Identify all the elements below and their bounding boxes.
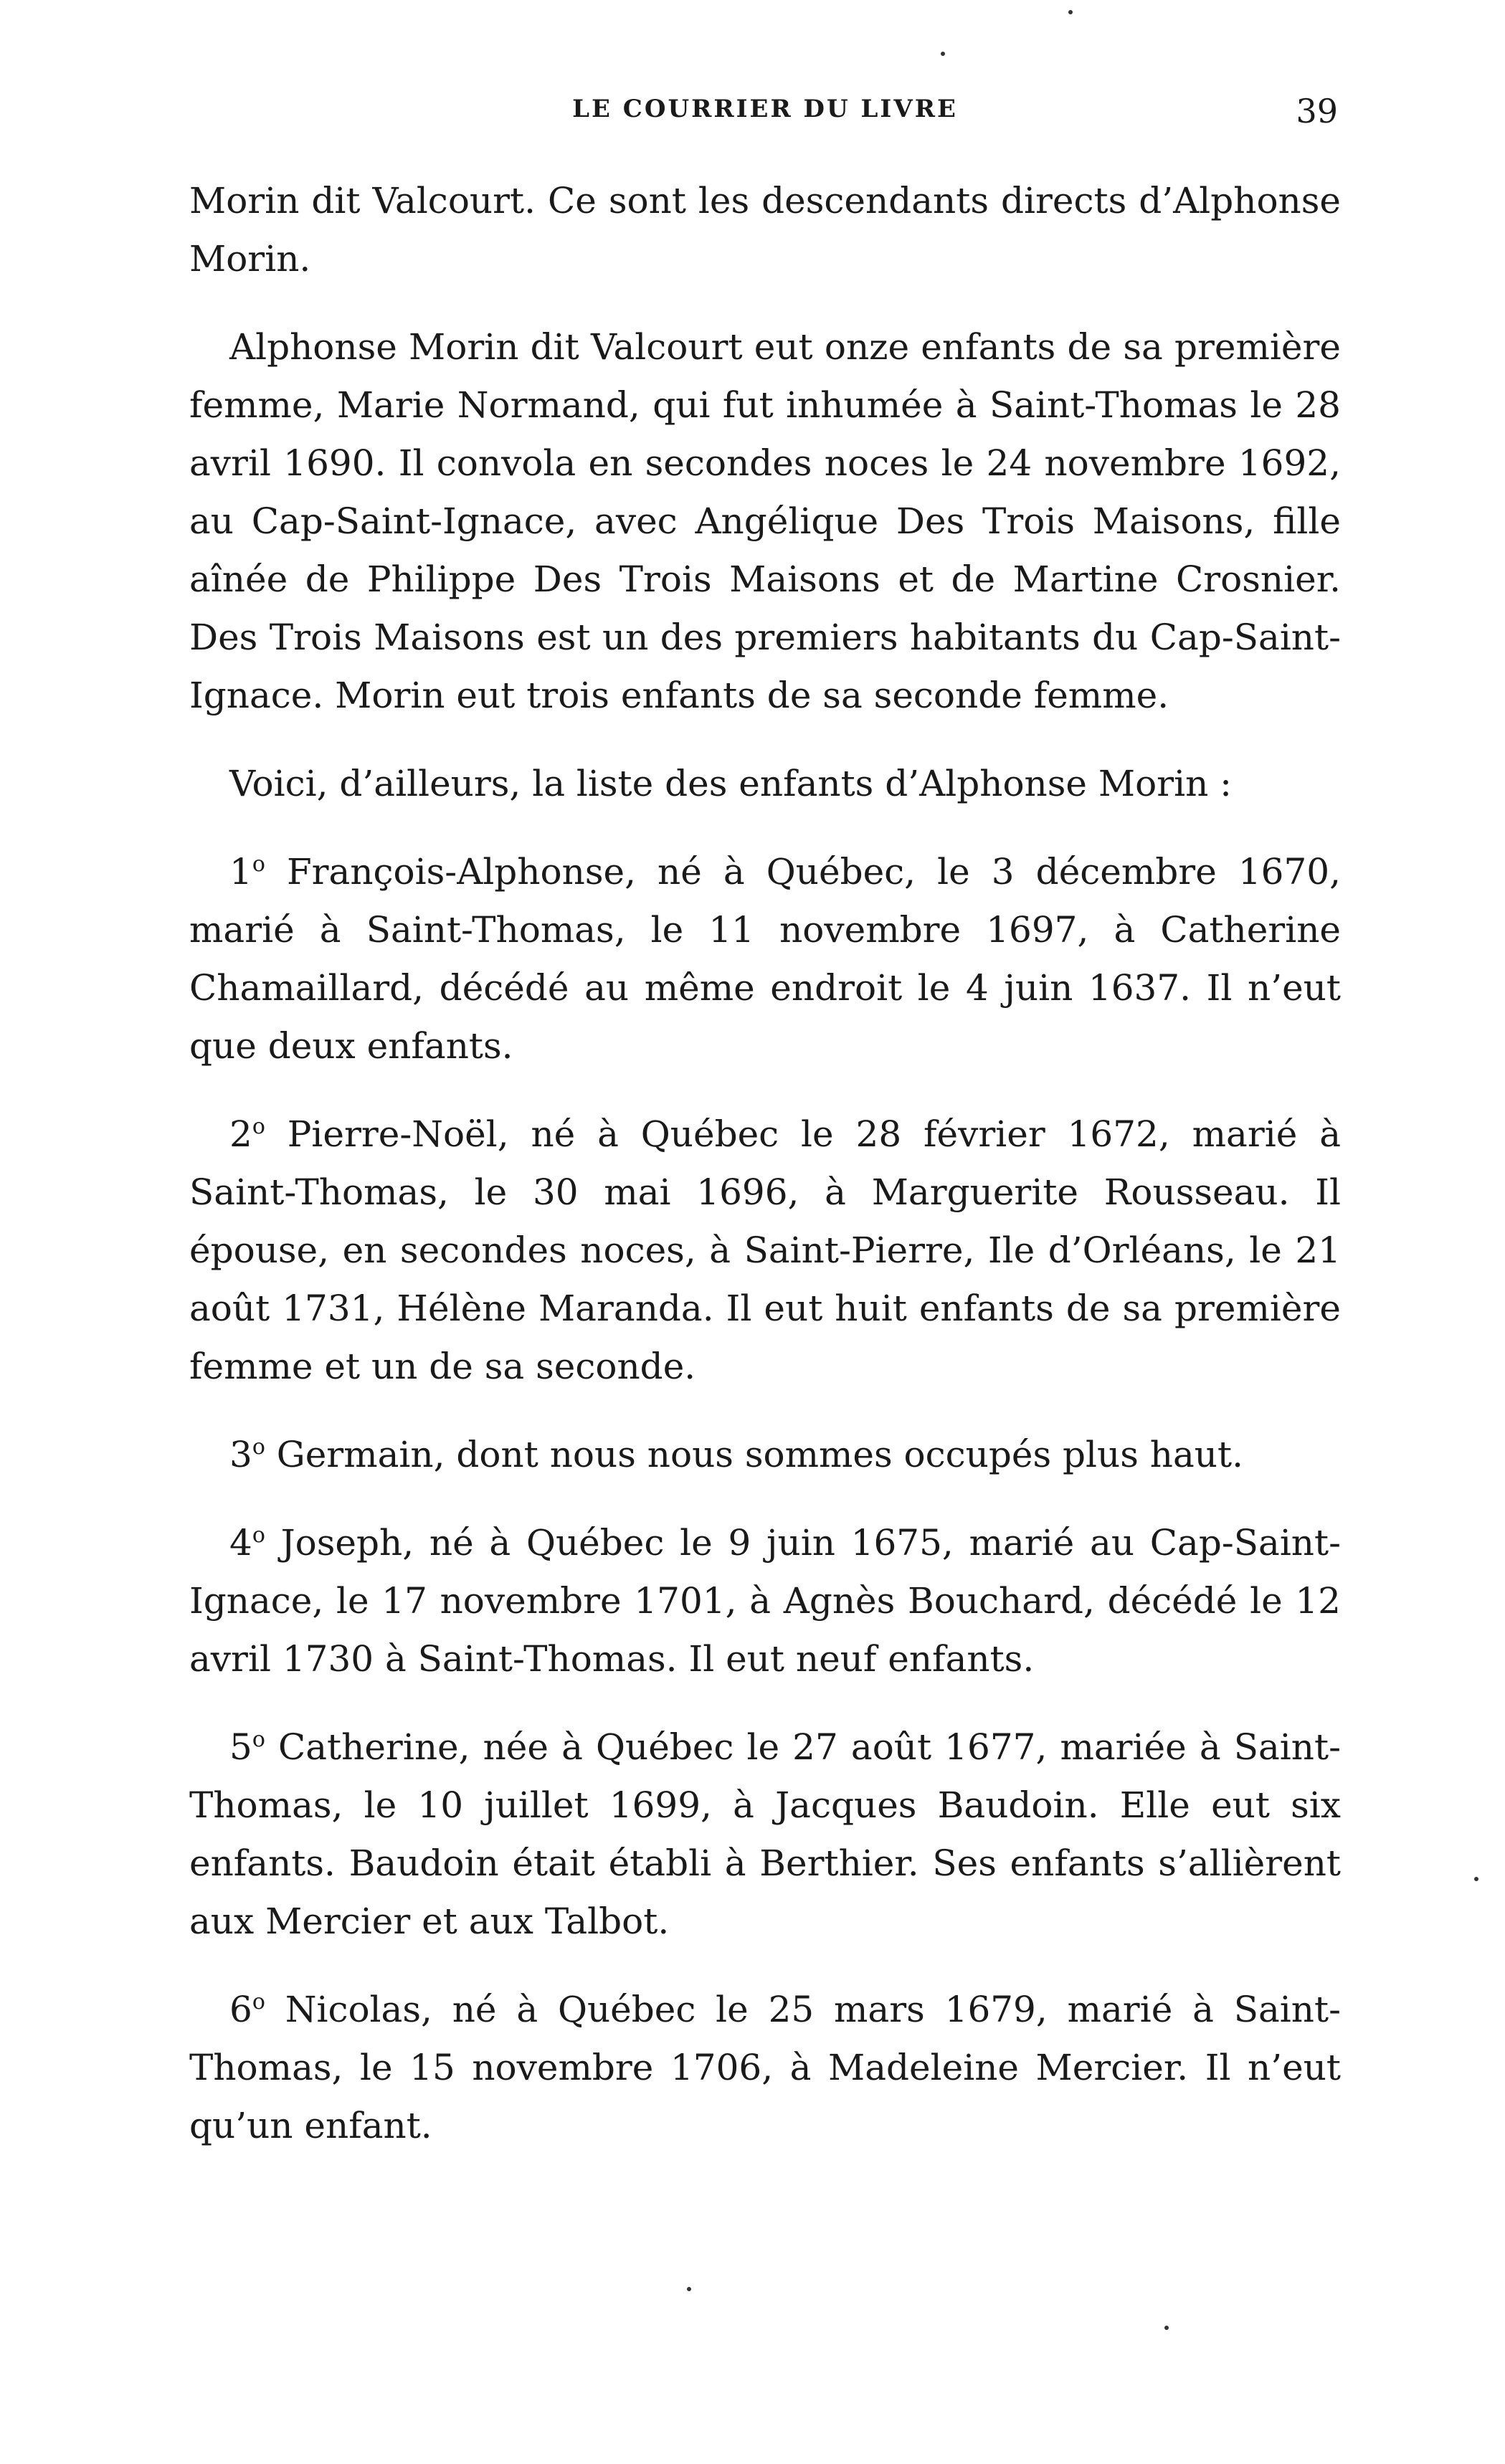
list-number	[229, 851, 265, 893]
list-number-digit: 6	[229, 1989, 252, 2030]
scan-speck	[1474, 1877, 1478, 1881]
list-item-text: Catherine, née à Québec le 27 août 1677, mariée à Saint-Thomas, le 10 juillet 1699, à Jacques Baudoin. Elle eut six enfants. Baudoin était établi à Berthier. Ses enfants s’allièrent aux Mercier et aux Talbot.	[189, 1726, 1341, 1942]
list-number	[229, 1113, 265, 1155]
list-item-child-4	[189, 1514, 1341, 1688]
list-number-digit: 2	[229, 1113, 252, 1155]
list-number	[229, 1989, 265, 2030]
list-number	[229, 1434, 265, 1475]
paragraph-family: Alphonse Morin dit Valcourt eut onze enfants de sa première femme, Marie Normand, qui fut inhumée à Saint-Thomas le 28 avril 1690. Il convola en secondes noces le 24 novembre 1692, au Cap-Saint-Ignace, avec Angélique Des Trois Maisons, fille aînée de Philippe Des Trois Maisons et de Martine Crosnier. Des Trois Maisons est un des premiers habitants du Cap-Saint-Ignace. Morin eut trois enfants de sa seconde femme.	[189, 326, 1341, 716]
list-item-text: Nicolas, né à Québec le 25 mars 1679, marié à Saint-Thomas, le 15 novembre 1706, à Madeleine Mercier. Il n’eut qu’un enfant.	[189, 1989, 1341, 2146]
list-number-ordinal: o	[252, 852, 265, 877]
paragraph-continuation: Morin dit Valcourt. Ce sont les descendants directs d’Alphonse Morin.	[189, 180, 1341, 280]
running-title: LE COURRIER DU LIVRE	[572, 95, 958, 123]
list-item-child-6	[189, 1981, 1341, 2155]
list-item-child-5	[189, 1718, 1341, 1951]
list-item-text: François-Alphonse, né à Québec, le 3 décembre 1670, marié à Saint-Thomas, le 11 novembre 1697, à Catherine Chamaillard, décédé au même endroit le 4 juin 1637. Il n’eut que deux enfants.	[189, 851, 1341, 1067]
scan-speck	[941, 52, 945, 56]
list-number-ordinal: o	[252, 1989, 265, 2015]
list-item-child-1	[189, 843, 1341, 1075]
list-item-text: Joseph, né à Québec le 9 juin 1675, marié au Cap-Saint-Ignace, le 17 novembre 1701, à Agnès Bouchard, décédé le 12 avril 1730 à Saint-Thomas. Il eut neuf enfants.	[189, 1522, 1341, 1680]
list-item-child-3	[189, 1426, 1341, 1484]
list-number-digit: 5	[229, 1726, 252, 1768]
list-number-digit: 3	[229, 1434, 252, 1475]
list-number	[229, 1522, 265, 1564]
body-text	[189, 172, 1341, 2155]
list-item-text: Pierre-Noël, né à Québec le 28 février 1672, marié à Saint-Thomas, le 30 mai 1696, à Marguerite Rousseau. Il épouse, en secondes noces, à Saint-Pierre, Ile d’Orléans, le 21 août 1731, Hélène Maranda. Il eut huit enfants de sa première femme et un de sa seconde.	[189, 1113, 1341, 1387]
scan-speck	[1068, 10, 1073, 14]
list-number	[229, 1726, 265, 1768]
page-number: 39	[1296, 92, 1338, 130]
list-item-text: Germain, dont nous nous sommes occupés plus haut.	[265, 1434, 1243, 1475]
running-head	[192, 92, 1338, 135]
list-number-ordinal: o	[252, 1523, 265, 1548]
list-number-digit: 4	[229, 1522, 252, 1564]
paragraph-list-intro: Voici, d’ailleurs, la liste des enfants d’Alphonse Morin :	[229, 763, 1233, 804]
list-number-digit: 1	[229, 851, 252, 893]
list-item-child-2	[189, 1105, 1341, 1396]
list-number-ordinal: o	[252, 1435, 265, 1460]
scan-speck	[687, 2287, 691, 2291]
list-number-ordinal: o	[252, 1114, 265, 1139]
scan-speck	[1164, 2326, 1169, 2330]
list-number-ordinal: o	[252, 1727, 265, 1752]
